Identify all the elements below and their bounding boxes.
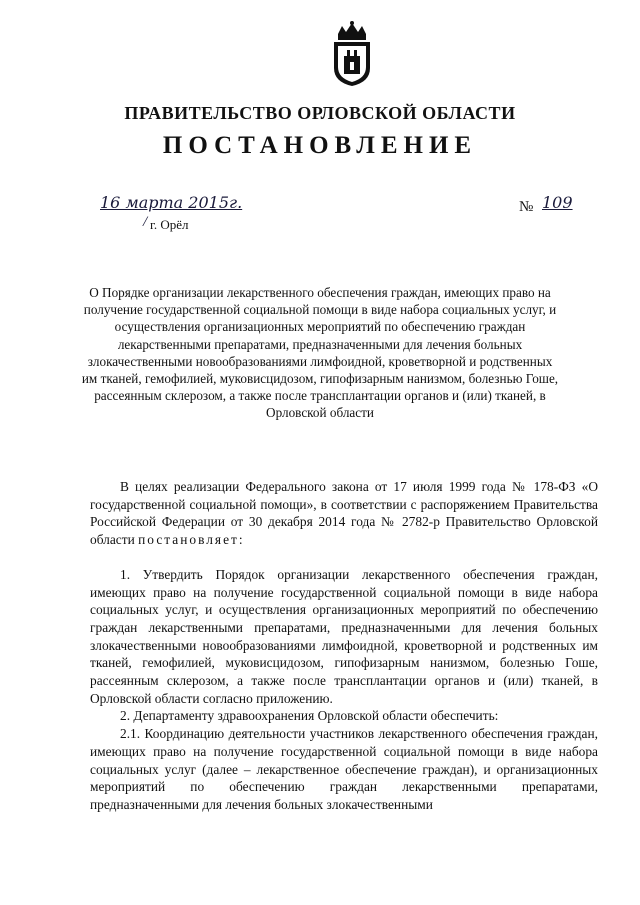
decree-word: постановляет: — [138, 532, 245, 548]
document-subject: О Порядке организации лекарственного обеспечения граждан, имеющих право на получение государственной социальной помощи в виде набора социальных услуг, и осуществления организационных мероприятий по обеспечению граждан лекарственными препаратами, предназначенными для лечения больных злокачественными новообразованиями лимфоидной, кроветворной и родственных им тканей, гемофилией, муковисцидозом, гипофизарным нанизмом, болезнью Гоше, рассеянным склерозом, а также после трансплантации органов и (или) тканей, в Орловской области — [81, 285, 559, 421]
coat-of-arms-icon — [328, 20, 376, 88]
city-label: г. Орёл — [150, 217, 189, 232]
preamble-paragraph — [90, 478, 598, 549]
item-2-1: 2.1. Координацию деятельности участников лекарственного обеспечения граждан, имеющих право на получение государственной социальной помощи в виде набора социальных услуг (далее – лекарственное обеспечение граждан), и организационных мероприятий по обеспечению граждан лекарственными препаратами, предназначенными для лечения больных злокачественными — [90, 726, 598, 812]
item-2: 2. Департаменту здравоохранения Орловской области обеспечить: — [120, 708, 499, 724]
number-label: № — [519, 199, 534, 215]
handwritten-date: 16 марта 2015г. — [100, 193, 243, 212]
document-body — [90, 478, 598, 814]
item-1: 1. Утвердить Порядок организации лекарственного обеспечения граждан, имеющих право на получение государственной социальной помощи в виде набора социальных услуг, и осуществления организационных мероприятий по обеспечению граждан лекарственными препаратами, предназначенными для лечения больных злокачественными новообразованиями лимфоидной, кроветворной и родственных им тканей, гемофилией, муковисцидозом, гипофизарным нанизмом, болезнью Гоше, рассеянным склерозом, а также после трансплантации органов и (или) тканей, в Орловской области согласно приложению. — [90, 566, 598, 706]
handwritten-number: 109 — [542, 193, 573, 212]
document-type: ПОСТАНОВЛЕНИЕ — [162, 132, 478, 159]
preamble-text: В целях реализации Федерального закона от 17 июля 1999 года № 178-ФЗ «О государственной социальной помощи», в соответствии с распоряжением Правительства Российской Федерации от 30 декабря 2014 года № 2782-р Правительство Орловской области — [90, 479, 598, 548]
handwritten-stroke: / — [143, 214, 148, 230]
organization-title: ПРАВИТЕЛЬСТВО ОРЛОВСКОЙ ОБЛАСТИ — [124, 103, 516, 123]
